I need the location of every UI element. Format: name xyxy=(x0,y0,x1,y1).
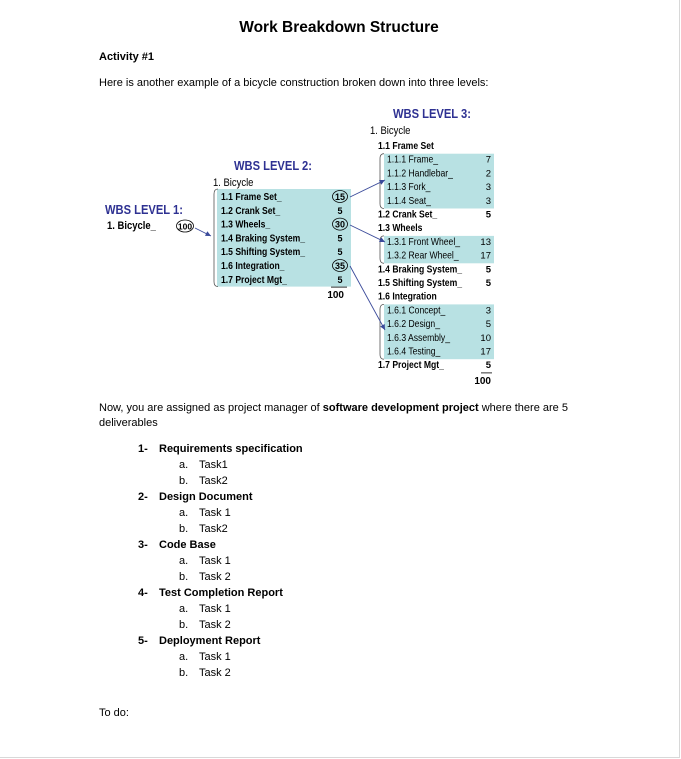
wbs-level3-subtask-label: 1.6.2 Design_ xyxy=(386,318,440,330)
deliverable-number: 3- xyxy=(138,539,148,551)
wbs-level3-subtask-label: 1.1.1 Frame_ xyxy=(386,154,439,165)
deliverable-number: 5- xyxy=(138,635,148,647)
wbs-level3-subtask-label: 1.1.3 Fork_ xyxy=(386,181,431,193)
wbs-level2-item-value: 5 xyxy=(337,247,343,258)
deliverable-number: 1- xyxy=(138,443,148,455)
task-number: b. xyxy=(179,571,189,583)
wbs-level2-item-label: 1.2 Crank Set_ xyxy=(221,205,281,216)
wbs-level3-item-value: 5 xyxy=(485,264,491,276)
wbs-level2-heading: WBS LEVEL 2: xyxy=(234,158,312,174)
wbs-level2-total: 100 xyxy=(327,290,344,301)
wbs-level2-item-label: 1.5 Shifting System_ xyxy=(221,246,305,258)
wbs-level2-item-value: 5 xyxy=(337,233,343,244)
task-number: a. xyxy=(179,651,189,663)
wbs-level3-subtask-bracket xyxy=(380,304,384,359)
deliverable-number: 2- xyxy=(138,491,148,503)
deliverable-number: 4- xyxy=(138,587,148,599)
wbs-level3-subtask-value: 3 xyxy=(485,195,491,207)
wbs-level3-subtask-value: 3 xyxy=(485,182,491,194)
deliverable-label: Design Document xyxy=(159,491,253,503)
task-label: Task2 xyxy=(199,475,228,487)
wbs-level3-item-label: 1.5 Shifting System_ xyxy=(377,277,462,289)
wbs-level3-item-label: 1.3 Wheels xyxy=(377,222,423,234)
wbs-level2-item-label: 1.1 Frame Set_ xyxy=(221,191,282,203)
task-label: Task 1 xyxy=(199,603,231,615)
wbs-level2-root: 1. Bicycle xyxy=(213,177,254,190)
task-label: Task 2 xyxy=(199,619,231,631)
wbs-level2-item-label: 1.3 Wheels_ xyxy=(221,219,271,230)
task-label: Task 2 xyxy=(199,571,231,583)
wbs-level1-heading: WBS LEVEL 1: xyxy=(105,202,183,218)
task-number: b. xyxy=(179,475,189,487)
wbs-level2-item-value: 5 xyxy=(337,205,343,216)
wbs-level3-subtask-value: 17 xyxy=(480,346,491,358)
task-label: Task1 xyxy=(199,459,228,471)
wbs-level3-item-label: 1.2 Crank Set_ xyxy=(377,208,438,220)
wbs-level3-subtask-label: 1.6.1 Concept_ xyxy=(386,304,446,316)
document-title: Work Breakdown Structure xyxy=(239,19,439,36)
task-label: Task 2 xyxy=(199,667,231,679)
assignment-paragraph xyxy=(99,401,599,431)
wbs-level3-subtask-label: 1.6.4 Testing_ xyxy=(386,345,441,357)
deliverable-label: Requirements specification xyxy=(159,443,303,455)
paragraph-text-after: where there are 5 deliverables xyxy=(99,402,568,429)
wbs-level2-item-value: 30 xyxy=(334,219,346,230)
wbs-level3-root: 1. Bicycle xyxy=(369,125,411,138)
wbs-level1-value: 100 xyxy=(177,221,193,232)
task-label: Task 1 xyxy=(199,651,231,663)
wbs-level1-item: 1. Bicycle_ xyxy=(107,220,156,233)
wbs-level3-subtask-value: 10 xyxy=(480,332,491,344)
wbs-level3-item-label: 1.7 Project Mgt_ xyxy=(377,359,444,371)
wbs-level3-subtask-value: 7 xyxy=(485,154,491,166)
wbs-level3-subtask-label: 1.1.4 Seat_ xyxy=(386,195,431,206)
task-label: Task2 xyxy=(199,523,228,535)
wbs-level3-item-label: 1.6 Integration xyxy=(377,291,437,302)
task-number: b. xyxy=(179,523,189,535)
wbs-level2-item-label: 1.4 Braking System_ xyxy=(221,232,306,244)
task-number: a. xyxy=(179,603,189,615)
wbs-level3-item-value: 5 xyxy=(485,278,491,289)
paragraph-text-bold: software development project xyxy=(322,402,479,414)
wbs-level3-subtask-label: 1.3.1 Front Wheel_ xyxy=(386,236,461,248)
wbs-diagram xyxy=(100,100,500,390)
task-number: b. xyxy=(179,667,189,679)
task-label: Task 1 xyxy=(199,507,231,519)
wbs-level3-total: 100 xyxy=(474,375,491,387)
intro-text: Here is another example of a bicycle construction broken down into three levels: xyxy=(99,77,489,89)
wbs-level3-item-label: 1.1 Frame Set xyxy=(377,140,434,152)
task-label: Task 1 xyxy=(199,555,231,567)
paragraph-text-before: Now, you are assigned as project manager of xyxy=(99,402,323,414)
wbs-level3-item-label: 1.4 Braking System_ xyxy=(377,263,463,275)
wbs-level2-item-label: 1.6 Integration_ xyxy=(221,260,285,272)
wbs-level3-item-value: 5 xyxy=(485,360,491,372)
wbs-level3-heading: WBS LEVEL 3: xyxy=(393,106,471,122)
wbs-level2-item-label: 1.7 Project Mgt_ xyxy=(221,274,287,285)
task-number: b. xyxy=(179,619,189,631)
wbs-level2-item-value: 5 xyxy=(337,274,343,285)
wbs-level3-subtask-value: 3 xyxy=(485,305,491,317)
activity-heading: Activity #1 xyxy=(99,51,155,63)
wbs-level2-item-value: 15 xyxy=(334,192,346,202)
task-number: a. xyxy=(179,555,189,567)
deliverable-label: Code Base xyxy=(159,539,216,551)
wbs-level3-item-value: 5 xyxy=(485,209,491,221)
deliverable-label: Test Completion Report xyxy=(159,587,283,599)
wbs-level3-subtask-value: 5 xyxy=(485,319,491,331)
wbs-level2-item-value: 35 xyxy=(334,261,346,271)
todo-label: To do: xyxy=(99,707,129,719)
task-number: a. xyxy=(179,459,189,471)
wbs-level3-subtask-value: 2 xyxy=(485,168,491,180)
wbs-level3-subtask-value: 13 xyxy=(480,236,491,248)
wbs-level3-subtask-label: 1.6.3 Assembly_ xyxy=(386,332,451,343)
task-number: a. xyxy=(179,507,189,519)
wbs-level3-subtask-label: 1.1.2 Handlebar_ xyxy=(386,167,453,179)
deliverable-label: Deployment Report xyxy=(159,635,261,647)
wbs-level3-subtask-label: 1.3.2 Rear Wheel_ xyxy=(386,250,459,261)
wbs-level3-subtask-value: 17 xyxy=(480,250,491,262)
